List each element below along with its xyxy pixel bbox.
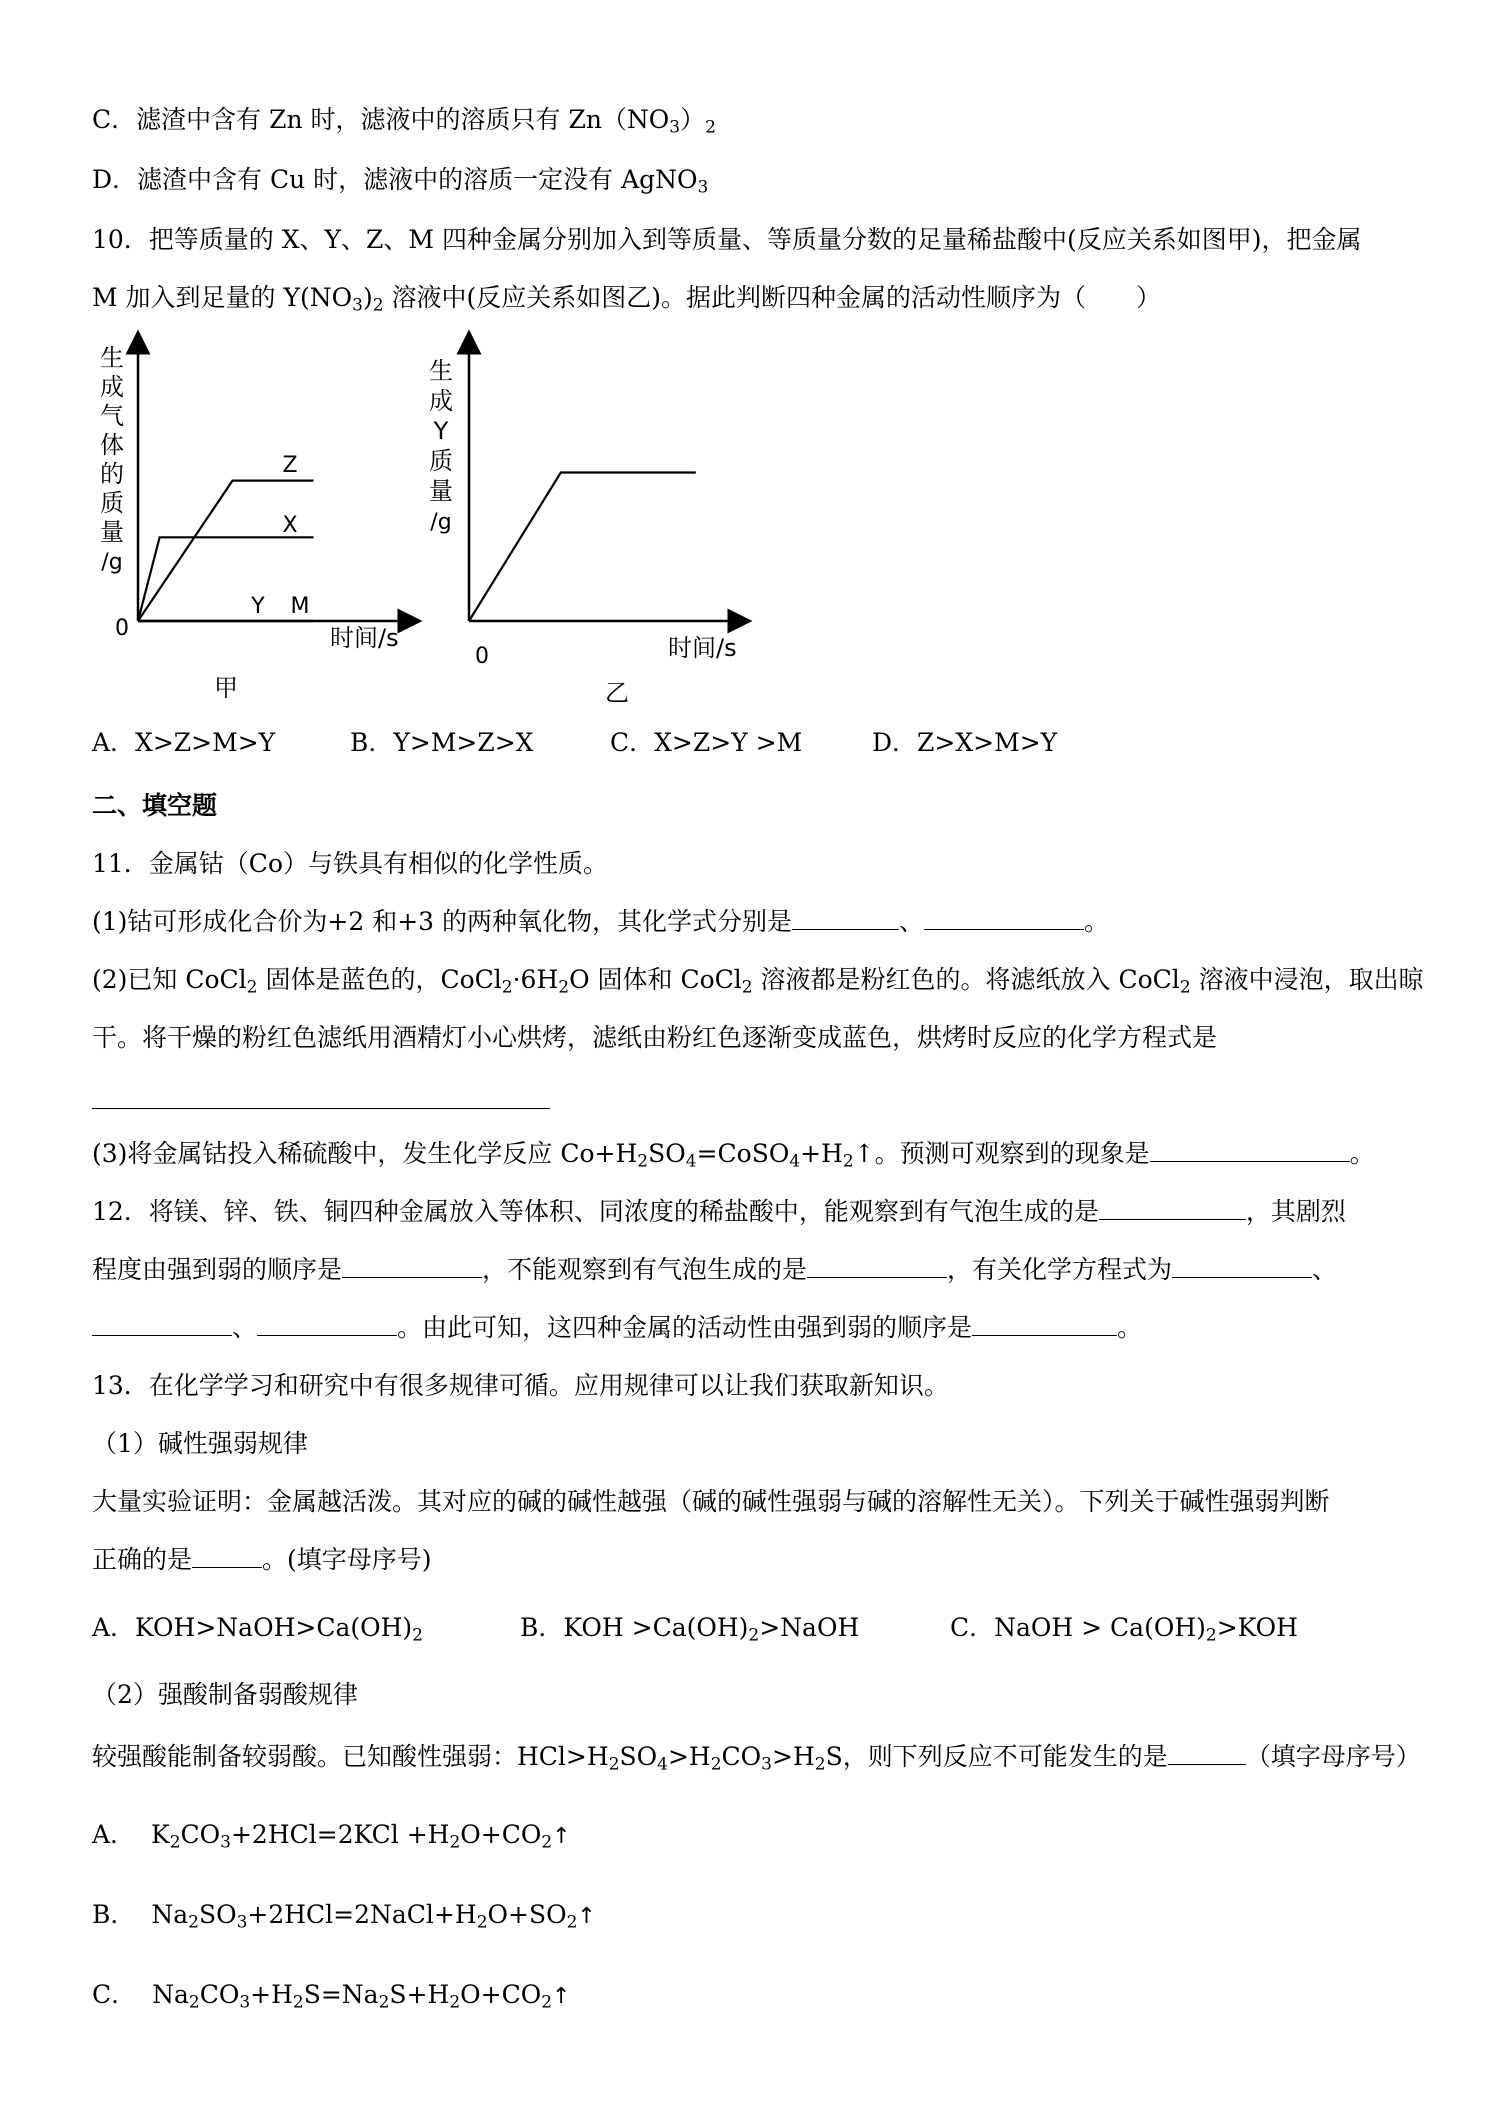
q13-stem: 13．在化学学习和研究中有很多规律可循。应用规律可以让我们获取新知识。 — [92, 1371, 949, 1400]
series-line — [138, 537, 314, 621]
subscript: 2 — [608, 1754, 620, 1775]
q13-sub1-heading: （1）碱性强弱规律 — [92, 1429, 308, 1458]
text: 、 — [1312, 1255, 1338, 1284]
period: 。 — [1084, 907, 1110, 936]
y-axis-label-char: 质 — [100, 489, 124, 517]
y-axis-label-char: 生 — [429, 357, 453, 385]
subscript: 2 — [637, 1151, 649, 1172]
q9-option-d — [92, 163, 708, 197]
q13-sub1-option-c — [950, 1611, 1298, 1645]
q11-part2-line2: 干。将干燥的粉红色滤纸用酒精灯小心烘烤，滤纸由粉红色逐渐变成蓝色，烘烤时反应的化学方程式是 — [92, 1023, 1218, 1052]
text: O+CO — [460, 1820, 542, 1849]
answer-blank[interactable] — [807, 1253, 947, 1278]
text: 、 — [232, 1313, 258, 1342]
text: ，不能观察到有气泡生成的是 — [482, 1255, 808, 1284]
text: 较强酸能制备较弱酸。已知酸性强弱：HCl>H — [92, 1742, 609, 1771]
text: 溶液中浸泡，取出晾 — [1190, 965, 1424, 994]
y-axis-label-char: /g — [101, 550, 123, 575]
subscript: 3 — [669, 117, 681, 138]
answer-blank[interactable] — [342, 1253, 482, 1278]
subscript: 3 — [220, 1832, 231, 1853]
subscript: 2 — [476, 1912, 488, 1933]
text: ，有关化学方程式为 — [947, 1255, 1173, 1284]
text: S+H — [389, 1980, 450, 2009]
q11-part1 — [92, 905, 1109, 939]
text: ·6H — [512, 965, 559, 994]
subscript: 4 — [657, 1754, 668, 1775]
text: +2HCl=2KCl +H — [230, 1820, 450, 1849]
subscript: 2 — [449, 1992, 461, 2013]
q11-part1-text: (1)钴可形成化合价为+2 和+3 的两种氧化物，其化学式分别是 — [92, 907, 793, 936]
answer-blank[interactable] — [924, 905, 1084, 930]
q11-part3 — [92, 1137, 1375, 1171]
text: S，则下列反应不可能发生的是 — [825, 1742, 1168, 1771]
series-label: Z — [282, 453, 298, 478]
equation — [151, 1820, 571, 1853]
text: S=Na — [303, 1980, 379, 2009]
q13-sub1-text2 — [92, 1543, 432, 1577]
answer-blank[interactable] — [92, 1311, 232, 1336]
text: >H — [667, 1742, 711, 1771]
subscript: 2 — [741, 977, 753, 998]
q10-stem-line1: 10．把等质量的 X、Y、Z、M 四种金属分别加入到等质量、等质量分数的足量稀盐酸中(反应关系如图甲)，把金属 — [92, 225, 1362, 254]
q9-option-c — [92, 103, 716, 137]
answer-blank[interactable] — [1168, 1740, 1246, 1765]
label: C． — [92, 1980, 137, 2009]
answer-blank[interactable] — [1172, 1253, 1312, 1278]
subscript: 2 — [449, 1832, 461, 1853]
series-label: X — [282, 513, 298, 538]
text: Na — [151, 1900, 189, 1929]
subscript: 2 — [372, 295, 384, 316]
answer-blank[interactable] — [92, 1108, 550, 1109]
y-axis-label-char: Y — [433, 417, 449, 445]
text: SO — [198, 1900, 237, 1929]
series-line — [138, 481, 314, 621]
text: O 固体和 CoCl — [569, 965, 742, 994]
y-axis-label-char: /g — [430, 510, 452, 535]
text: O+SO — [487, 1900, 567, 1929]
up-arrow-icon: ↑ — [552, 1984, 571, 2009]
q13-reaction-c — [92, 1978, 570, 2014]
answer-blank[interactable] — [1099, 1195, 1246, 1220]
subscript: 3 — [239, 1992, 251, 2013]
q9-option-c-text: C．滤渣中含有 Zn 时，滤液中的溶质只有 Zn（NO — [92, 105, 670, 134]
q13-sub1-option-a — [92, 1611, 423, 1645]
origin-label: 0 — [475, 644, 489, 669]
q9-option-c-tail: ） — [680, 105, 706, 134]
text: 溶液都是粉红色的。将滤纸放入 CoCl — [752, 965, 1180, 994]
label: B． — [92, 1900, 136, 1929]
q10-option-a: A．X>Z>M>Y — [92, 728, 276, 757]
up-arrow-icon: ↑ — [577, 1904, 596, 1929]
subscript: 2 — [814, 1754, 826, 1775]
answer-blank[interactable] — [792, 905, 899, 930]
equation — [152, 1980, 571, 2013]
y-axis-label-char: 的 — [100, 460, 124, 488]
subscript: 2 — [541, 1992, 553, 2013]
text: 。(填字母序号) — [262, 1545, 432, 1574]
subscript: 2 — [1205, 1625, 1217, 1646]
text: 正确的是 — [92, 1545, 193, 1574]
subscript: 2 — [169, 1832, 181, 1853]
q10-stem-line2 — [92, 281, 1161, 315]
text: +H — [800, 1139, 843, 1168]
series-label: Y — [251, 594, 265, 619]
text: (3)将金属钴投入稀硫酸中，发生化学反应 Co+H — [92, 1139, 638, 1168]
subscript: 2 — [412, 1625, 423, 1646]
subscript: 2 — [566, 1912, 578, 1933]
text: 。 — [1117, 1313, 1143, 1342]
answer-blank[interactable] — [1150, 1137, 1350, 1162]
subscript: 2 — [501, 977, 513, 998]
q9-option-d-text: D．滤渣中含有 Cu 时，滤液中的溶质一定没有 AgNO — [92, 165, 698, 194]
q12-line2 — [92, 1253, 1337, 1287]
y-axis-label-char: 质 — [429, 447, 453, 475]
text: CO — [721, 1742, 762, 1771]
answer-blank[interactable] — [972, 1311, 1117, 1336]
text: >KOH — [1216, 1613, 1298, 1642]
answer-blank[interactable] — [257, 1311, 397, 1336]
q12-line3 — [92, 1311, 1142, 1345]
y-axis-label-char: 体 — [100, 431, 124, 459]
text: B．KOH >Ca(OH) — [520, 1613, 749, 1642]
q10-stem-text: ) — [362, 283, 373, 312]
separator: 、 — [899, 907, 925, 936]
series-line — [469, 473, 696, 622]
up-arrow-icon: ↑ — [552, 1824, 571, 1849]
y-axis-label-char: 成 — [429, 387, 453, 415]
q10-stem-text: 溶液中(反应关系如图乙)。据此判断四种金属的活动性顺序为（ ） — [383, 283, 1162, 312]
text: =CoSO — [696, 1139, 790, 1168]
q11-stem: 11．金属钴（Co）与铁具有相似的化学性质。 — [92, 849, 608, 878]
text: C．NaOH > Ca(OH) — [950, 1613, 1206, 1642]
text: O+CO — [460, 1980, 542, 2009]
q10-option-d: D．Z>X>M>Y — [872, 728, 1058, 757]
y-axis-label-char: 量 — [100, 518, 124, 546]
text: SO — [648, 1139, 686, 1168]
text: >H — [772, 1742, 815, 1771]
subscript: 3 — [352, 295, 363, 316]
subscript: 2 — [558, 977, 570, 998]
q10-stem-text: M 加入到足量的 Y(NO — [92, 283, 353, 312]
subscript: 2 — [1179, 977, 1191, 998]
label: A． — [92, 1820, 136, 1849]
subscript: 2 — [541, 1832, 553, 1853]
equation — [151, 1900, 596, 1933]
subscript: 3 — [761, 1754, 772, 1775]
q10-figures — [0, 330, 820, 715]
subscript: 2 — [292, 1992, 304, 2013]
subscript: 2 — [705, 117, 716, 138]
section-heading: 二、填空题 — [92, 791, 218, 820]
text: K — [151, 1820, 170, 1849]
text: 程度由强到弱的顺序是 — [92, 1255, 343, 1284]
chart-title: 乙 — [605, 679, 629, 707]
x-axis-label: 时间/s — [330, 624, 399, 652]
text: +H — [250, 1980, 293, 2009]
y-axis-label-char: 成 — [100, 373, 124, 401]
y-axis-label-char: 量 — [429, 477, 453, 505]
subscript: 3 — [697, 177, 709, 198]
text: A．KOH>NaOH>Ca(OH) — [92, 1613, 413, 1642]
text: >NaOH — [759, 1613, 860, 1642]
q13-sub2-heading: （2）强酸制备弱酸规律 — [92, 1680, 358, 1709]
subscript: 3 — [236, 1912, 248, 1933]
subscript: 2 — [710, 1754, 722, 1775]
subscript: 2 — [188, 1912, 199, 1933]
q13-sub2-text — [92, 1740, 1421, 1774]
q13-sub1-text: 大量实验证明：金属越活泼。其对应的碱的碱性越强（碱的碱性强弱与碱的溶解性无关）。下列关于碱性强弱判断 — [92, 1487, 1330, 1516]
q13-reaction-b — [92, 1898, 596, 1934]
subscript: 2 — [246, 977, 258, 998]
series-label: M — [290, 594, 310, 619]
q11-part2-line1 — [92, 963, 1424, 997]
x-axis-label: 时间/s — [668, 634, 737, 662]
origin-label: 0 — [115, 616, 129, 641]
text: 固体是蓝色的，CoCl — [257, 965, 502, 994]
q10-option-c: C．X>Z>Y >M — [610, 728, 803, 757]
text: (2)已知 CoCl — [92, 965, 247, 994]
chart-jia — [100, 342, 410, 702]
subscript: 4 — [789, 1151, 801, 1172]
text: ，其剧烈 — [1245, 1197, 1346, 1226]
text: 12．将镁、锌、铁、铜四种金属放入等体积、同浓度的稀盐酸中，能观察到有气泡生成的是 — [92, 1197, 1099, 1226]
text: CO — [180, 1820, 221, 1849]
q12-line1 — [92, 1195, 1346, 1229]
text: CO — [199, 1980, 240, 2009]
text: ↑。预测可观察到的现象是 — [853, 1139, 1150, 1168]
period: 。 — [1349, 1139, 1375, 1168]
subscript: 2 — [842, 1151, 854, 1172]
y-axis-label-char: 生 — [100, 344, 124, 372]
subscript: 2 — [188, 1992, 200, 2013]
text: SO — [619, 1742, 658, 1771]
subscript: 2 — [748, 1625, 760, 1646]
q13-reaction-a — [92, 1818, 571, 1854]
text: Na — [152, 1980, 189, 2009]
q10-option-b: B．Y>M>Z>X — [350, 728, 534, 757]
subscript: 2 — [378, 1992, 390, 2013]
text: （填字母序号） — [1245, 1742, 1421, 1771]
chart-title: 甲 — [214, 674, 238, 702]
text: +2HCl=2NaCl+H — [247, 1900, 477, 1929]
text: 。由此可知，这四种金属的活动性由强到弱的顺序是 — [397, 1313, 973, 1342]
y-axis-label-char: 气 — [100, 402, 124, 430]
subscript: 4 — [685, 1151, 697, 1172]
chart-yi — [429, 342, 740, 707]
answer-blank[interactable] — [192, 1543, 262, 1568]
q13-sub1-option-b — [520, 1611, 859, 1645]
